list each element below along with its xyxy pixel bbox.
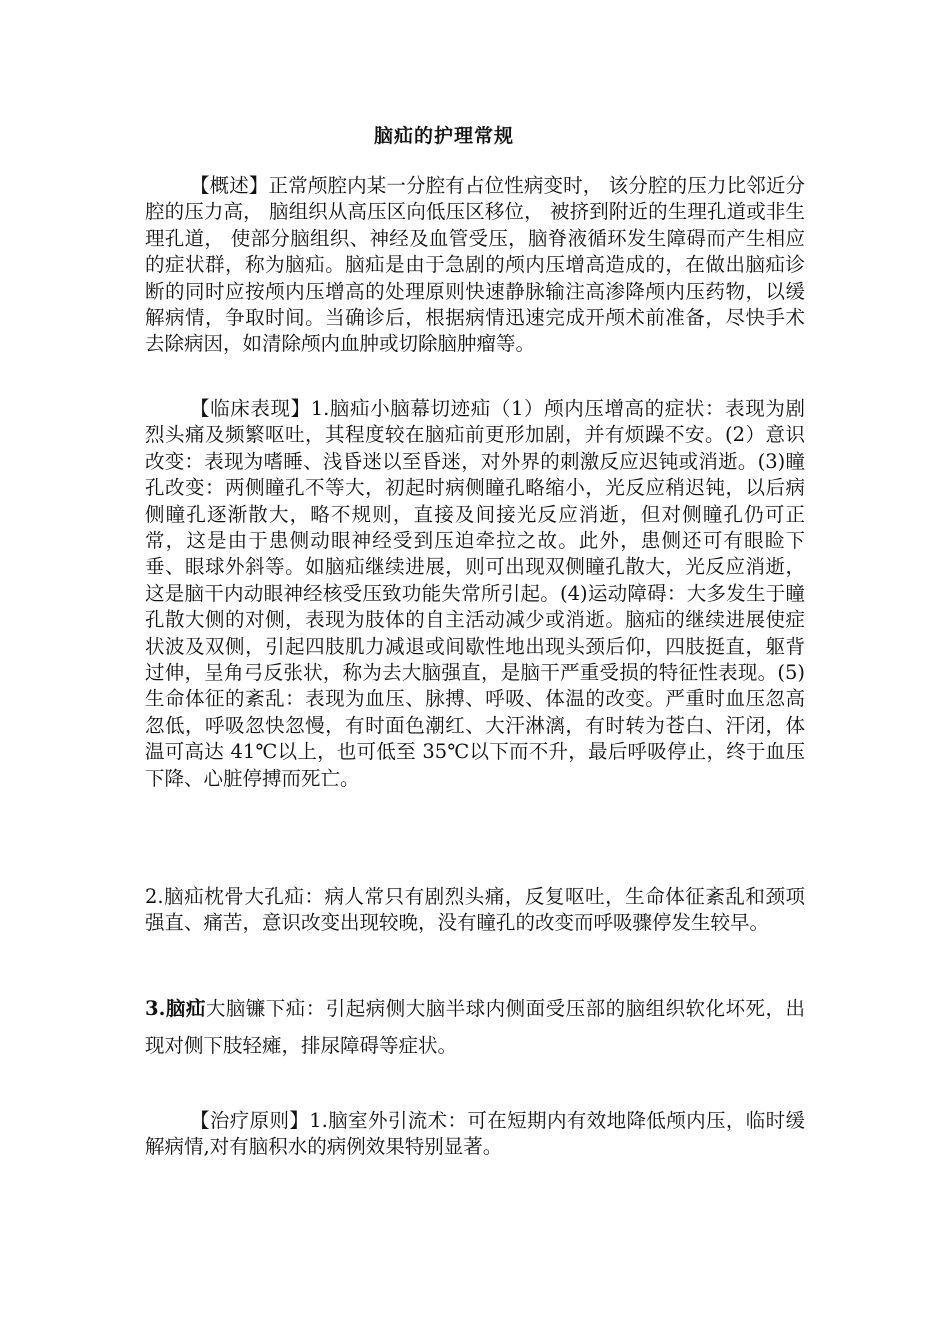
clinical-manifestation-paragraph: 【临床表现】1.脑疝小脑幕切迹疝（1）颅内压增高的症状：表现为剧烈头痛及频繁呕吐，其程度较在脑疝前更形加剧，并有烦躁不安。(2）意识改变：表现为嗜睡、浅昏迷以至昏迷，对外界的刺激反应迟钝或消逝。(3)瞳孔改变：两侧瞳孔不等大，初起时病侧瞳孔略缩小，光反应稍迟钝，以后病侧瞳孔逐渐散大，略不规则，直接及间接光反应消逝，但对侧瞳孔仍可正常，这是由于患侧动眼神经受到压迫牵拉之故。此外，患侧还可有眼睑下垂、眼球外斜等。如脑疝继续进展，则可出现双侧瞳孔散大，光反应消逝，这是脑干内动眼神经核受压致功能失常所引起。(4)运动障碍：大多发生于瞳孔散大侧的对侧，表现为肢体的自主活动减少或消逝。脑疝的继续进展使症状波及双侧，引起四肢肌力减退或间歇性地出现头颈后仰，四肢挺直，躯背过伸，呈角弓反张状，称为去大脑强直，是脑干严重受损的特征性表现。(5)生命体征的紊乱：表现为血压、脉搏、呼吸、体温的改变。严重时血压忽高忽低，呼吸忽快忽慢，有时面色潮红、大汗淋漓，有时转为苍白、汗闭，体温可高达 41℃以上，也可低至 35℃以下而不升，最后呼吸停止，终于血压下降、心脏停搏而死亡。 [145, 397, 805, 790]
subfalcine-heading: 3.脑疝 [145, 997, 206, 1020]
subfalcine-herniation-paragraph [145, 990, 805, 1064]
subfalcine-text: 大脑镰下疝：引起病侧大脑半球内侧面受压部的脑组织软化坏死，出现对侧下肢轻瘫，排尿障碍等症状。 [145, 997, 805, 1057]
document-title: 脑疝的护理常规 [373, 125, 514, 147]
treatment-principle-paragraph: 【治疗原则】1.脑室外引流术：可在短期内有效地降低颅内压，临时缓解病情,对有脑积水的病例效果特别显著。 [145, 1109, 805, 1159]
overview-paragraph: 【概述】正常颅腔内某一分腔有占位性病变时， 该分腔的压力比邻近分腔的压力高， 脑组织从高压区向低压区移位， 被挤到附近的生理孔道或非生理孔道， 使部分脑组织、神经及血管受压，脑脊液循环发生障碍而产生相应的症状群，称为脑疝。脑疝是由于急剧的颅内压增高造成的，在做出脑疝诊断的同时应按颅内压增高的处理原则快速静脉输注高渗降颅内压药物，以缓解病情，争取时间。当确诊后，根据病情迅速完成开颅术前准备，尽快手术去除病因，如清除颅内血肿或切除脑肿瘤等。 [145, 174, 805, 356]
tonsillar-herniation-paragraph: 2.脑疝枕骨大孔疝：病人常只有剧烈头痛，反复呕吐，生命体征紊乱和颈项强直、痛苦，意识改变出现较晚，没有瞳孔的改变而呼吸骤停发生较早。 [145, 885, 805, 935]
